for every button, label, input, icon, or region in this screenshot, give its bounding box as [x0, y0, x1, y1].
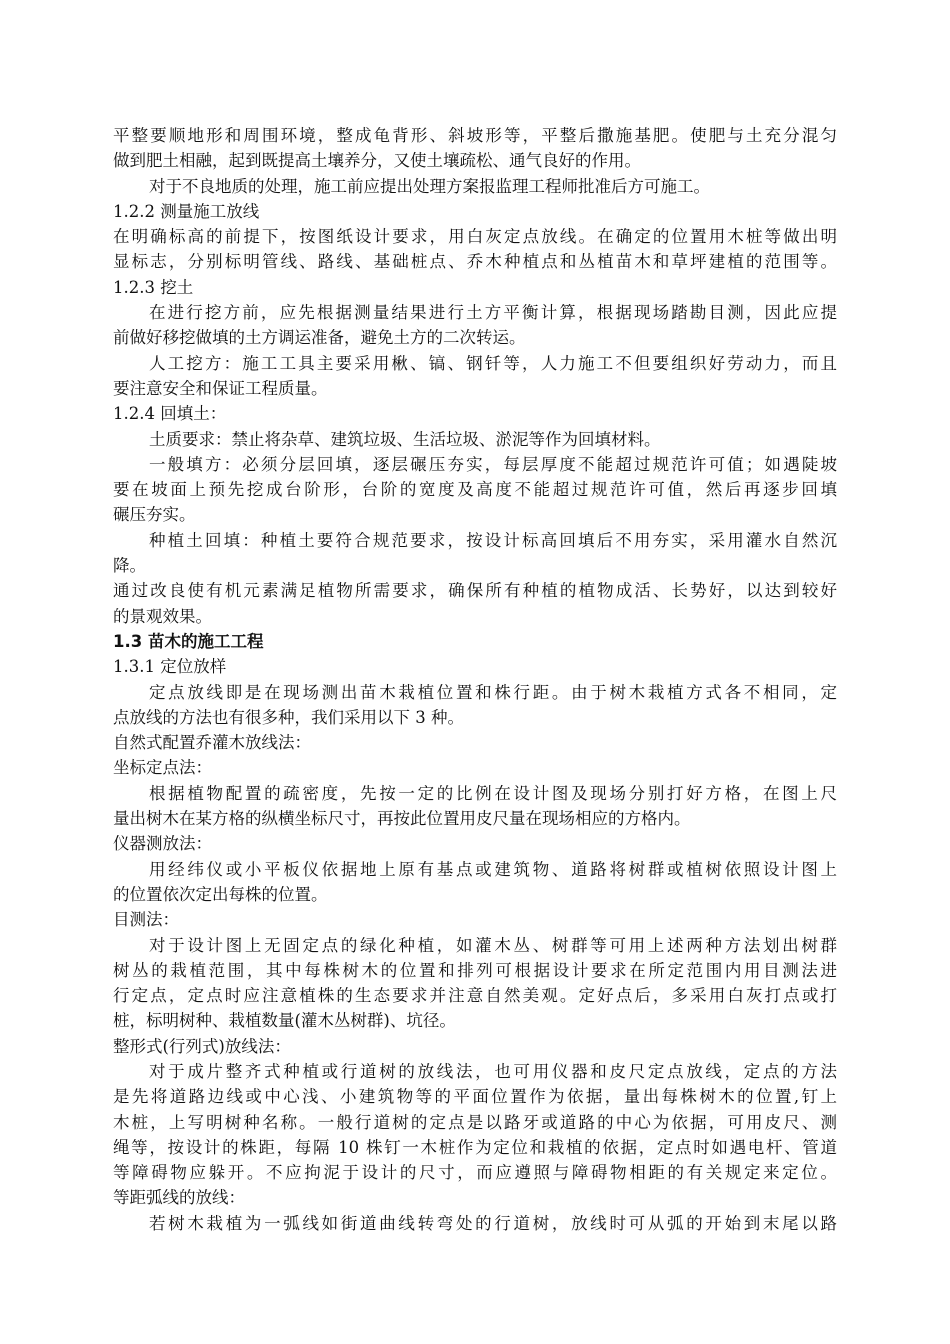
text-line: 在明确标高的前提下，按图纸设计要求，用白灰定点放线。在确定的位置用木桩等做出明: [113, 227, 837, 247]
text-line: 1.2.2 测量施工放线: [113, 201, 260, 221]
text-line: 目测法：: [113, 910, 179, 930]
text-line: 等距弧线的放线：: [113, 1188, 245, 1208]
text-line: 1.3.1 定位放样: [113, 657, 227, 677]
text-line: 一般填方：必须分层回填，逐层碾压夯实，每层厚度不能超过规范许可值；如遇陡坡: [149, 454, 837, 474]
text-line: 在进行挖方前，应先根据测量结果进行土方平衡计算，根据现场踏勘目测，因此应提: [149, 303, 837, 323]
text-line: 若树木栽植为一弧线如街道曲线转弯处的行道树，放线时可从弧的开始到末尾以路: [149, 1213, 837, 1233]
text-line: 坐标定点法：: [113, 758, 212, 778]
text-line: 对于成片整齐式种植或行道树的放线法，也可用仪器和皮尺定点放线，定点的方法: [149, 1061, 837, 1081]
text-line: 仪器测放法：: [113, 834, 212, 854]
text-line: 用经纬仪或小平板仪依据地上原有基点或建筑物、道路将树群或植树依照设计图上: [149, 859, 837, 879]
text-line: 碾压夯实。: [113, 505, 196, 525]
text-line: 是先将道路边线或中心浅、小建筑物等的平面位置作为依据，量出每株树木的位置,钉上: [113, 1087, 837, 1107]
text-line: 绳等，按设计的株距，每隔 10 株钉一木桩作为定位和栽植的依据，定点时如遇电杆、管道: [113, 1137, 837, 1157]
text-line: 点放线的方法也有很多种，我们采用以下 3 种。: [113, 707, 464, 727]
text-line: 的位置依次定出每株的位置。: [113, 884, 328, 904]
text-line: 定点放线即是在现场测出苗木栽植位置和株行距。由于树木栽植方式各不相同，定: [149, 682, 837, 702]
text-line: 平整要顺地形和周围环境，整成龟背形、斜坡形等，平整后撒施基肥。使肥与土充分混匀: [113, 126, 837, 145]
text-line: 行定点，定点时应注意植株的生态要求并注意自然美观。定好点后，多采用白灰打点或打: [113, 986, 837, 1006]
text-line: 做到肥土相融，起到既提高土壤养分，又使土壤疏松、通气良好的作用。: [113, 151, 641, 171]
text-line: 量出树木在某方格的纵横坐标尺寸，再按此位置用皮尺量在现场相应的方格内。: [113, 809, 691, 829]
section-heading: 1.3 苗木的施工工程: [113, 631, 264, 651]
text-line: 对于不良地质的处理，施工前应提出处理方案报监理工程师批准后方可施工。: [149, 176, 710, 196]
text-line: 前做好移挖做填的土方调运准备，避免土方的二次转运。: [113, 328, 526, 348]
text-line: 等障碍物应躲开。不应拘泥于设计的尺寸，而应遵照与障碍物相距的有关规定来定位。: [113, 1163, 837, 1183]
text-line: 整形式(行列式)放线法：: [113, 1036, 291, 1056]
document-page: [113, 123, 837, 1236]
text-line: 自然式配置乔灌木放线法：: [113, 733, 311, 753]
text-line: 人工挖方：施工工具主要采用楸、镐、钢钎等，人力施工不但要组织好劳动力，而且: [149, 353, 837, 373]
text-line: 显标志，分别标明管线、路线、基础桩点、乔木种植点和丛植苗木和草坪建植的范围等。: [113, 252, 837, 272]
text-line: 木桩，上写明树种名称。一般行道树的定点是以路牙或道路的中心为依据，可用皮尺、测: [113, 1112, 837, 1132]
text-line: 通过改良使有机元素满足植物所需要求，确保所有种植的植物成活、长势好，以达到较好: [113, 581, 837, 601]
text-line: 要注意安全和保证工程质量。: [113, 378, 328, 398]
text-line: 降。: [113, 556, 146, 576]
text-line: 1.2.4 回填土：: [113, 404, 227, 424]
text-line: 树丛的栽植范围，其中每株树木的位置和排列可根据设计要求在所定范围内用目测法进: [113, 960, 837, 980]
text-line: 土质要求：禁止将杂草、建筑垃圾、生活垃圾、淤泥等作为回填材料。: [149, 429, 661, 449]
text-line: 的景观效果。: [113, 606, 212, 626]
text-line: 要在坡面上预先挖成台阶形，台阶的宽度及高度不能超过规范许可值，然后再逐步回填: [113, 480, 837, 500]
text-line: 1.2.3 挖土: [113, 277, 194, 297]
text-line: 根据植物配置的疏密度，先按一定的比例在设计图及现场分别打好方格，在图上尺: [149, 783, 837, 803]
text-line: 对于设计图上无固定点的绿化种植，如灌木丛、树群等可用上述两种方法划出树群: [149, 935, 837, 955]
text-line: 种植土回填：种植土要符合规范要求，按设计标高回填后不用夯实，采用灌水自然沉: [149, 530, 837, 550]
text-line: 桩，标明树种、栽植数量(灌木丛树群)、坑径。: [113, 1011, 456, 1031]
